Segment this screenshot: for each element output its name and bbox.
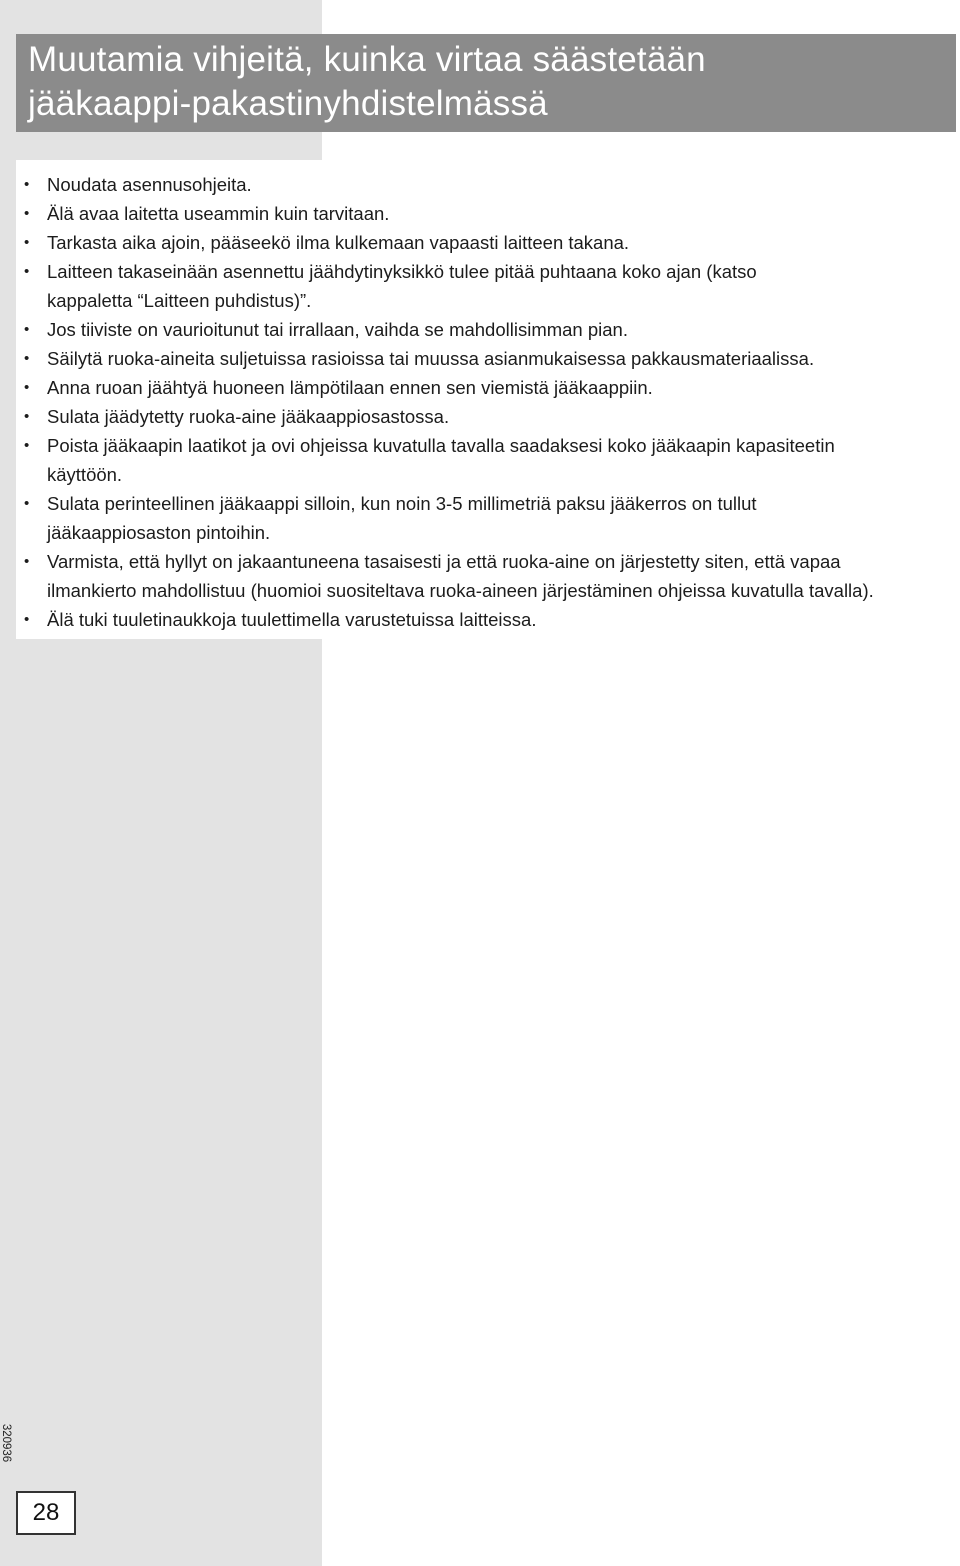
tip-item [16, 431, 960, 489]
tip-text-line: Poista jääkaapin laatikot ja ovi ohjeissa kuvatulla tavalla saadaksesi koko jääkaapin kapasiteetin [47, 435, 835, 456]
title-bar [16, 34, 956, 132]
tip-item [16, 373, 960, 402]
tip-item [16, 199, 960, 228]
bullet-icon: • [24, 408, 30, 425]
tip-item [16, 170, 960, 199]
tip-text-line: ilmankierto mahdollistuu (huomioi suositeltava ruoka-aineen järjestäminen ohjeissa kuvatulla tavalla). [47, 580, 874, 601]
bullet-icon: • [24, 611, 30, 628]
tip-text-line: Sulata perinteellinen jääkaappi silloin, kun noin 3-5 millimetriä paksu jääkerros on tullut [47, 493, 757, 514]
bullet-icon: • [24, 234, 30, 251]
tip-item [16, 489, 960, 547]
tip-item [16, 257, 960, 315]
tip-item [16, 547, 960, 605]
tip-text-line: Anna ruoan jäähtyä huoneen lämpötilaan ennen sen viemistä jääkaappiin. [47, 377, 653, 398]
tip-text-line: jääkaappiosaston pintoihin. [47, 522, 271, 543]
tip-item [16, 605, 960, 634]
page-title-line-2: jääkaappi-pakastinyhdistelmässä [28, 84, 548, 123]
bullet-icon: • [24, 437, 30, 454]
tip-text-line: Laitteen takaseinään asennettu jäähdytinyksikkö tulee pitää puhtaana koko ajan (katso [47, 261, 757, 282]
tip-item [16, 344, 960, 373]
tip-text-line: Sulata jäädytetty ruoka-aine jääkaappiosastossa. [47, 406, 450, 427]
bullet-icon: • [24, 379, 30, 396]
tip-item [16, 315, 960, 344]
content-panel [16, 160, 960, 639]
tip-item [16, 228, 960, 257]
document-code: 320936 [0, 1423, 12, 1463]
tip-item [16, 402, 960, 431]
tip-text-line: Älä tuki tuuletinaukkoja tuulettimella varustetuissa laitteissa. [47, 609, 537, 630]
bullet-icon: • [24, 263, 30, 280]
tip-text-line: Säilytä ruoka-aineita suljetuissa rasioissa tai muussa asianmukaisessa pakkausmateriaalissa. [47, 348, 815, 369]
tip-text-line: Älä avaa laitetta useammin kuin tarvitaan. [47, 203, 390, 224]
tip-text-line: kappaletta “Laitteen puhdistus)”. [47, 290, 312, 311]
page-title-line-1: Muutamia vihjeitä, kuinka virtaa säästetään [28, 40, 706, 79]
bullet-icon: • [24, 321, 30, 338]
bullet-icon: • [24, 350, 30, 367]
tips-list [16, 160, 960, 634]
bullet-icon: • [24, 495, 30, 512]
tip-text-line: Varmista, että hyllyt on jakaantuneena tasaisesti ja että ruoka-aine on järjestetty siten, että vapaa [47, 551, 841, 572]
bullet-icon: • [24, 205, 30, 222]
page-title [28, 38, 944, 126]
page-number: 28 [16, 1491, 76, 1535]
bullet-icon: • [24, 176, 30, 193]
tip-text-line: Jos tiiviste on vaurioitunut tai irrallaan, vaihda se mahdollisimman pian. [47, 319, 628, 340]
tip-text-line: Noudata asennusohjeita. [47, 174, 252, 195]
tip-text-line: käyttöön. [47, 464, 123, 485]
bullet-icon: • [24, 553, 30, 570]
tip-text-line: Tarkasta aika ajoin, pääseekö ilma kulkemaan vapaasti laitteen takana. [47, 232, 630, 253]
